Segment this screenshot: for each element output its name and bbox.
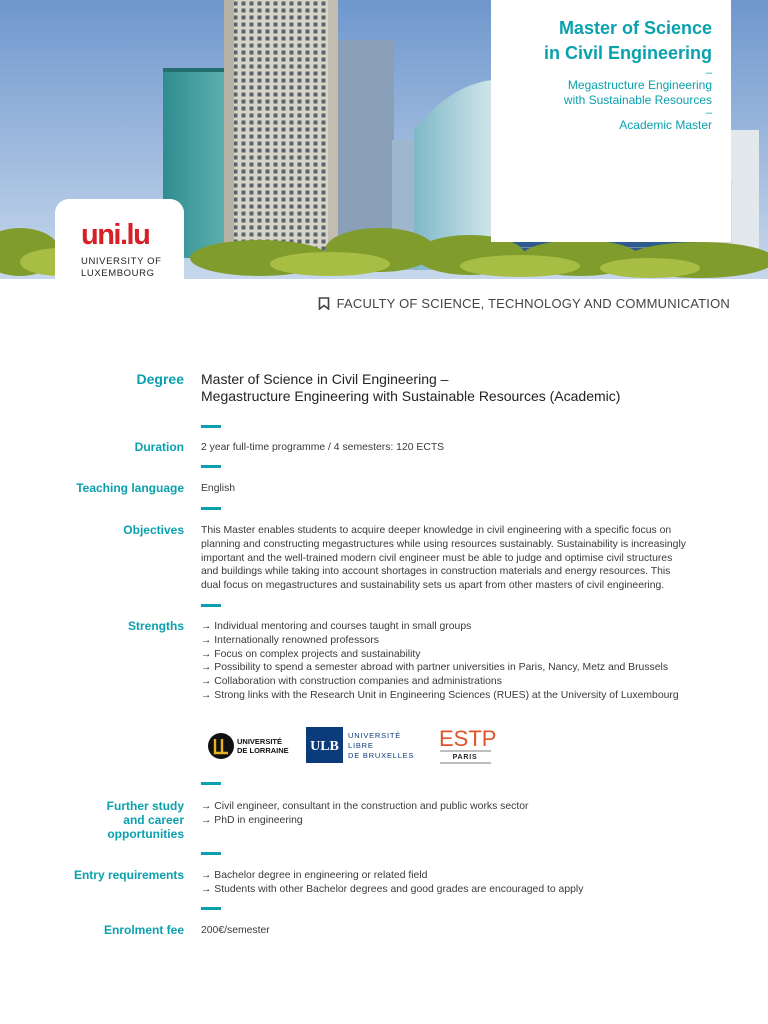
faculty-name: FACULTY OF SCIENCE, TECHNOLOGY AND COMMUNICATION: [336, 296, 730, 311]
further-study-list: [201, 800, 731, 828]
section-divider: [201, 782, 221, 785]
programme-title-panel: [491, 0, 731, 242]
degree-label: Degree: [136, 371, 184, 387]
section-divider: [201, 907, 221, 910]
list-item: → Focus on complex projects and sustainability: [201, 648, 421, 660]
objectives-line: planning and constructing megastructures while using resources sustainably. Sustainability is increasingly: [201, 538, 686, 550]
section-divider: [201, 425, 221, 428]
entry-requirements-list: [201, 869, 731, 897]
ulb-logo: [306, 727, 414, 763]
further-study-label: [40, 799, 184, 841]
list-item: → Students with other Bachelor degrees and good grades are encouraged to apply: [201, 883, 584, 895]
list-item: → Strong links with the Research Unit in Engineering Sciences (RUES) at the University of Luxembourg: [201, 689, 679, 701]
degree-type: Academic Master: [619, 118, 712, 132]
partner-logos: [201, 722, 501, 770]
ulb-line3: DE BRUXELLES: [348, 751, 415, 760]
programme-subtitle-line1: Megastructure Engineering: [567, 78, 712, 92]
logo-line1: UNIVERSITY OF: [81, 256, 162, 267]
ulb-line2: LIBRE: [348, 741, 374, 750]
title-separator: –: [705, 67, 712, 79]
section-divider: [201, 604, 221, 607]
list-item: → Individual mentoring and courses taught in small groups: [201, 621, 472, 632]
header-photo: [0, 0, 768, 279]
further-study-label-line3: opportunities: [107, 827, 184, 841]
universite-de-lorraine-logo: [208, 733, 289, 759]
ulb-mark: ULB: [310, 739, 339, 754]
university-logo: [55, 199, 184, 279]
list-item: → Civil engineer, consultant in the construction and public works sector: [201, 801, 529, 812]
programme-title-line1: Master of Science: [558, 18, 712, 38]
section-divider: [201, 465, 221, 468]
ulb-line1: UNIVERSITÉ: [348, 731, 402, 740]
subtitle-separator: –: [705, 107, 712, 119]
list-item: → Collaboration with construction companies and administrations: [201, 676, 502, 688]
teaching-language-value: English: [201, 483, 236, 494]
bookmark-icon: [318, 297, 330, 310]
programme-title-line2: in Civil Engineering: [543, 43, 712, 63]
objectives-line: This Master enables students to acquire deeper knowledge in civil engineering with a specific focus on: [201, 525, 672, 536]
list-item: → Bachelor degree in engineering or related field: [201, 870, 428, 881]
objectives-line: important and the well-trained modern civil engineer must be able to judge and optimise civil structures: [201, 552, 673, 564]
uni-lu-wordmark: [81, 218, 159, 248]
further-study-label-line2: and career: [123, 813, 184, 827]
teaching-language-label: Teaching language: [76, 481, 184, 495]
list-item: → PhD in engineering: [201, 814, 303, 826]
duration-value: 2 year full-time programme / 4 semesters: 120 ECTS: [201, 442, 445, 453]
faculty-heading: [318, 296, 730, 311]
partner-logos-graphic: [201, 722, 501, 770]
degree-line1: Master of Science in Civil Engineering –: [201, 371, 449, 387]
lorraine-line2: DE LORRAINE: [237, 746, 289, 755]
degree-value: [201, 371, 731, 405]
estp-paris-logo: [439, 726, 496, 763]
section-divider: [201, 852, 221, 855]
list-item: → Internationally renowned professors: [201, 634, 379, 646]
logo-mark-text: uni.lu: [81, 219, 150, 248]
section-divider: [201, 507, 221, 510]
objectives-line: dual focus on megastructures and sustainability sets us apart from other masters of civil engineering.: [201, 580, 665, 592]
strengths-list: [201, 620, 731, 703]
degree-line2: Megastructure Engineering with Sustainable Resources (Academic): [201, 388, 621, 404]
duration-label: Duration: [134, 440, 184, 454]
further-study-label-line1: Further study: [106, 799, 184, 813]
list-item: → Possibility to spend a semester abroad with partner universities in Paris, Nancy, Metz and Brussels: [201, 662, 669, 674]
objectives-line: and buildings while taking into account shortages in construction materials and energy resources. This: [201, 566, 671, 578]
estp-mark: ESTP: [439, 726, 497, 751]
entry-requirements-label: Entry requirements: [73, 868, 184, 882]
estp-city: PARIS: [452, 754, 478, 761]
enrolment-fee-label: Enrolment fee: [103, 923, 184, 937]
objectives-label: Objectives: [123, 523, 184, 537]
strengths-label: Strengths: [127, 619, 184, 633]
programme-subtitle-line2: with Sustainable Resources: [563, 92, 712, 107]
logo-line2: LUXEMBOURG: [81, 268, 155, 279]
lorraine-line1: UNIVERSITÉ: [237, 737, 283, 746]
objectives-text: [201, 524, 731, 593]
enrolment-fee-value: 200€/semester: [201, 925, 270, 936]
